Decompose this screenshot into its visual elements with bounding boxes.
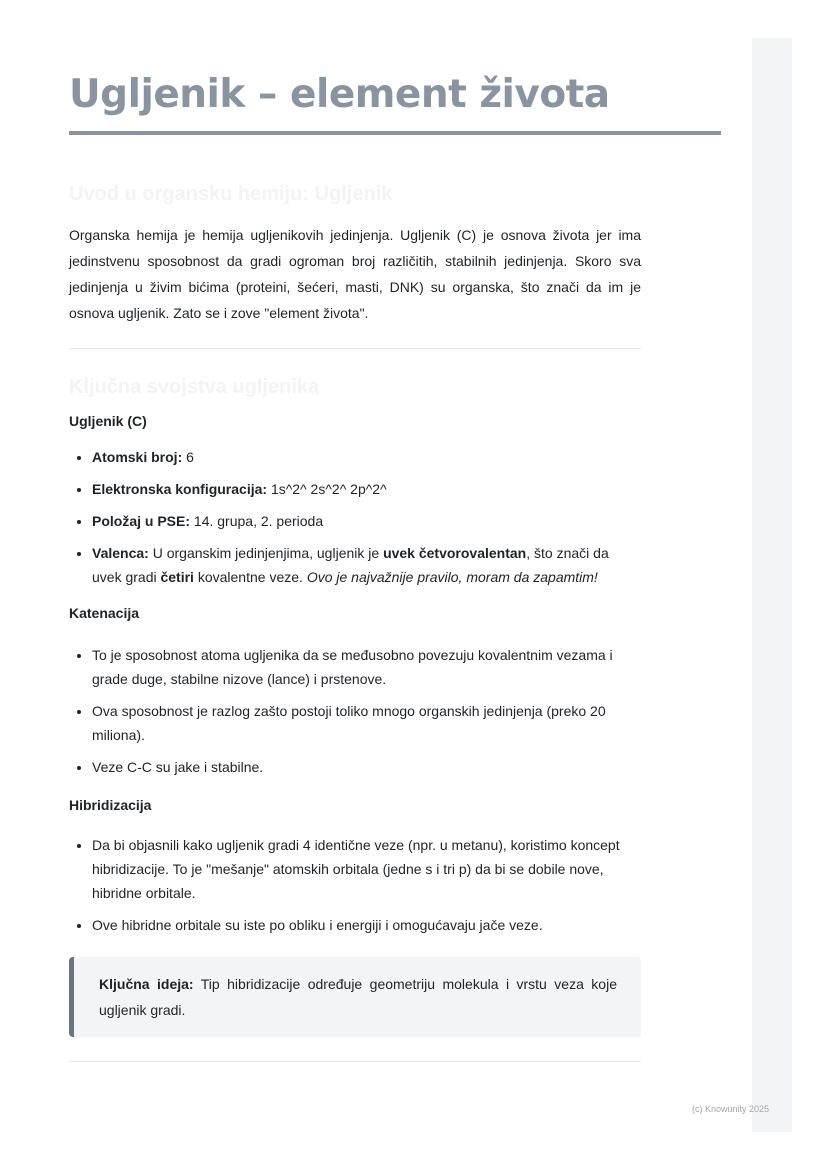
section-heading-properties: Ključna svojstva ugljenika: [69, 376, 320, 398]
list-item: • Ova sposobnost je razlog zašto postoji toliko mnogo organskih jedinjenja (preko 20 miliona).: [92, 699, 641, 747]
list-item: • Elektronska konfiguracija: 1s^2^ 2s^2^ 2p^2^: [92, 477, 641, 501]
section-heading-intro: Uvod u organsku hemiju: Ugljenik: [69, 183, 393, 205]
subheading-catenation: Katenacija: [69, 605, 140, 621]
list-item: • Valenca: U organskim jedinjenjima, ugljenik je uvek četvorovalentan, što znači da uvek gradi četiri kovalentne veze. Ovo je najvažnije pravilo, moram da zapamtim!: [92, 541, 641, 589]
key-idea-callout: [69, 957, 641, 1037]
catenation-list: [69, 643, 641, 779]
page-side-strip: [752, 38, 792, 1132]
list-item: • To je sposobnost atoma ugljenika da se međusobno povezuju kovalentnim vezama i grade duge, stabilne nizove (lance) i prstenove.: [92, 643, 641, 691]
list-item: • Položaj u PSE: 14. grupa, 2. perioda: [92, 509, 641, 533]
intro-paragraph: Organska hemija je hemija ugljenikovih jedinjenja. Ugljenik (C) je osnova života jer ima jedinstvenu sposobnost da gradi ogroman broj različitih, stabilnih jedinjenja. Skoro sva jedinjenja u živim bićima (proteini, šećeri, masti, DNK) su organska, što znači da im je osnova ugljenik. Zato se i zove "element života".: [69, 227, 641, 321]
document-page: [69, 70, 641, 1062]
carbon-properties-list: [69, 445, 641, 589]
list-item: • Veze C-C su jake i stabilne.: [92, 755, 641, 779]
list-item: • Da bi objasnili kako ugljenik gradi 4 identične veze (npr. u metanu), koristimo koncept hibridizacije. To je "mešanje" atomskih orbitala (jedne s i tri p) da bi se dobile nove, hibridne orbitale.: [92, 833, 641, 905]
list-item: • Atomski broj: 6: [92, 445, 641, 469]
subheading-hybridization: Hibridizacija: [69, 797, 152, 813]
list-item: • Ove hibridne orbitale su iste po obliku i energiji i omogućavaju jače veze.: [92, 913, 641, 937]
copyright-footer: (c) Knowunity 2025: [692, 1104, 770, 1114]
page-title: Ugljenik – element života: [69, 72, 610, 117]
section-divider: [69, 1061, 641, 1062]
callout-text: Tip hibridizacije određuje geometriju molekula i vrstu veza koje ugljenik gradi.: [99, 976, 617, 1018]
subheading-carbon: Ugljenik (C): [69, 413, 147, 429]
hybridization-list: [69, 833, 641, 937]
callout-label: Ključna ideja:: [99, 976, 194, 992]
